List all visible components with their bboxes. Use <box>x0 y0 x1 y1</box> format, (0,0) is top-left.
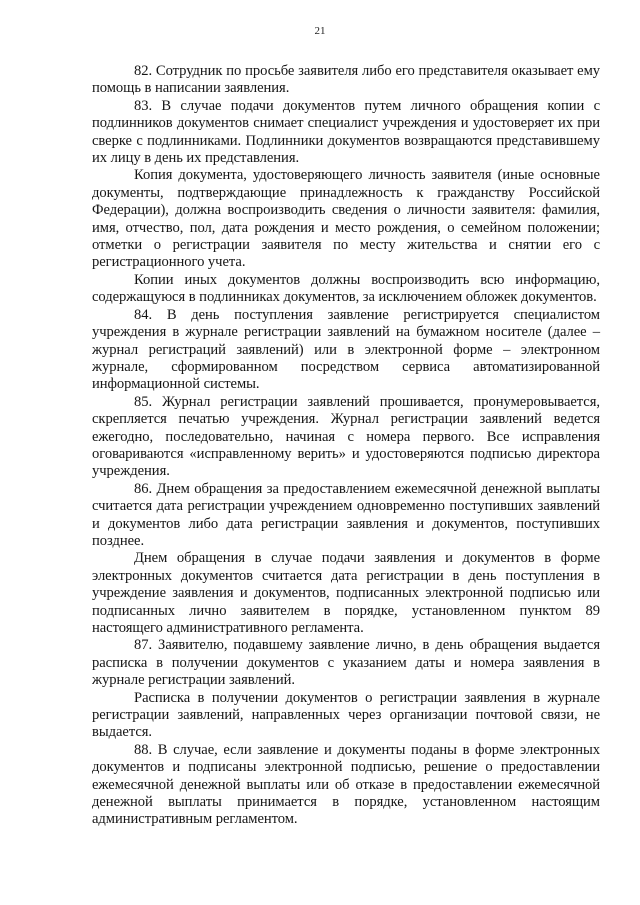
paragraph-85: 85. Журнал регистрации заявлений прошивается, пронумеровывается, скрепляется печатью учреждения. Журнал регистрации заявлений ведется ежегодно, последовательно, начиная с номера первого. Все исправления оговариваются «исправленному верить» и удостоверяются подписью директора учреждения. <box>92 393 600 480</box>
document-body <box>92 63 600 829</box>
paragraph-88: 88. В случае, если заявление и документы поданы в форме электронных документов и подписаны электронной подписью, решение о предоставлении ежемесячной денежной выплаты или об отказе в предоставлении ежемесячной денежной выплаты принимается в порядке, установленном настоящим административным регламентом. <box>92 741 600 828</box>
paragraph-84: 84. В день поступления заявление регистрируется специалистом учреждения в журнале регистрации заявлений на бумажном носителе (далее – журнал регистраций заявлений) или в электронной форме – электронном журнале, сформированном посредством сервиса автоматизированной информационной системы. <box>92 306 600 393</box>
paragraph-87: 87. Заявителю, подавшему заявление лично, в день обращения выдается расписка в получении документов с указанием даты и номера заявления в журнале регистрации заявлений. <box>92 637 600 689</box>
paragraph-82: 82. Сотрудник по просьбе заявителя либо его представителя оказывает ему помощь в написании заявления. <box>92 63 600 97</box>
paragraph-83: 83. В случае подачи документов путем личного обращения копии с подлинников документов снимает специалист учреждения и удостоверяет их при сверке с подлинниками. Подлинники документов возвращаются представившему их лицу в день их представления. <box>92 97 600 167</box>
paragraph-electronic-date: Днем обращения в случае подачи заявления и документов в форме электронных документов считается дата регистрации в день поступления в учреждение заявления и документов, подписанных электронной подписью или подписанных лично заявителем в порядке, установленном пунктом 89 настоящего административного регламента. <box>92 550 600 636</box>
paragraph-postal-receipt: Расписка в получении документов о регистрации заявления в журнале регистрации заявлений, направленных через организации почтовой связи, не выдается. <box>92 689 600 741</box>
page-number: 21 <box>314 25 326 37</box>
paragraph-other-copies: Копии иных документов должны воспроизводить всю информацию, содержащуюся в подлинниках документов, за исключением обложек документов. <box>92 271 600 306</box>
paragraph-identity-copy: Копия документа, удостоверяющего личность заявителя (иные основные документы, подтверждающие принадлежность к гражданству Российской Федерации), должна воспроизводить сведения о личности заявителя: фамилия, имя, отчество, пол, дата рождения и место рождения, о семейном положении; отметки о регистрации заявителя по месту жительства и снятии его с регистрационного учета. <box>92 167 600 271</box>
paragraph-86: 86. Днем обращения за предоставлением ежемесячной денежной выплаты считается дата регистрации учреждением одновременно поступивших заявлений и документов либо дата регистрации заявления и документов, поступивших позднее. <box>92 480 600 549</box>
